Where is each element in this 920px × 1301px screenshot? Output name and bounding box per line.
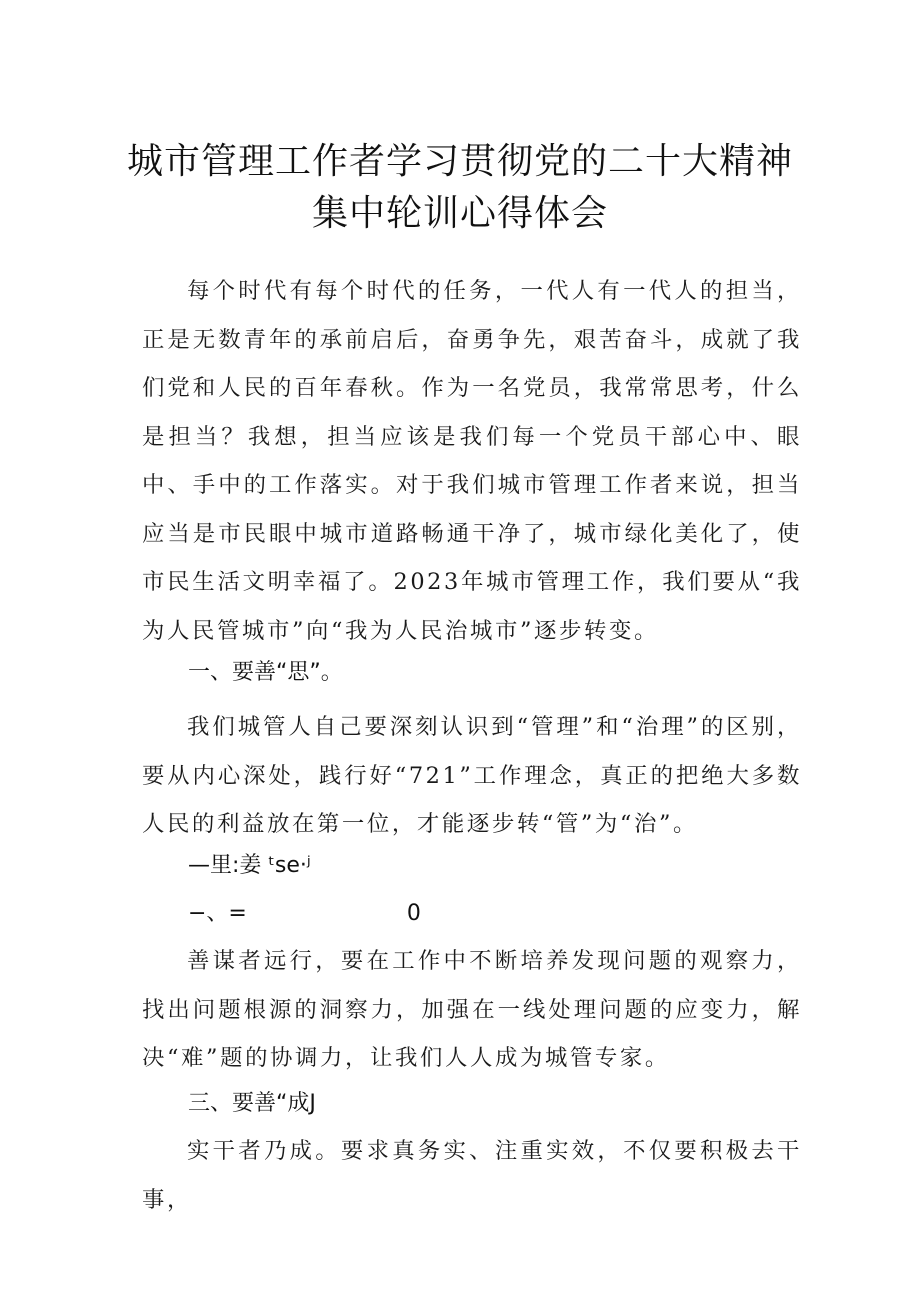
section-heading-1: 一、要善“思”。 [188,660,343,685]
paragraph-section-1: 我们城管人自己要深刻认识到“管理”和“治理”的区别，要从内心深处，践行好“721”工作理念，真正的把绝大多数人民的利益放在第一位，才能逐步转“管”为“治”。 [142,714,802,837]
paragraph-section-2: 善谋者远行，要在工作中不断培养发现问题的观察力，找出问题根源的洞察力，加强在一线处理问题的应变力，解决“难”题的协调力，让我们人人成为城管专家。 [142,948,802,1071]
heading-garbled-left: −、= [188,901,247,926]
document-title-line2: 集中轮训心得体会 [311,193,608,234]
paragraph-section-3: 实干者乃成。要求真务实、注重实效，不仅要积极去干事， [142,1138,802,1213]
document-title-line1: 城市管理工作者学习贯彻党的二十大精神 [126,141,793,182]
section-heading-garbled: —里:姜 ᵗse·ʲ [188,853,311,878]
paragraph-intro: 每个时代有每个时代的任务，一代人有一代人的担当，正是无数青年的承前启后，奋勇争先，艰苦奋斗，成就了我们党和人民的百年春秋。作为一名党员，我常常思考，什么是担当？我想，担当应该是我们每一个党员干部心中、眼中、手中的工作落实。对于我们城市管理工作者来说，担当应当是市民眼中城市道路畅通干净了，城市绿化美化了，使市民生活文明幸福了。2023年城市管理工作，我们要从“我为人民管城市”向“我为人民治城市”逐步转变。 [142,278,802,644]
section-heading-garbled-2 [188,899,421,929]
section-heading-3: 三、要善“成J [188,1091,316,1116]
heading-garbled-right: 0 [406,901,421,926]
